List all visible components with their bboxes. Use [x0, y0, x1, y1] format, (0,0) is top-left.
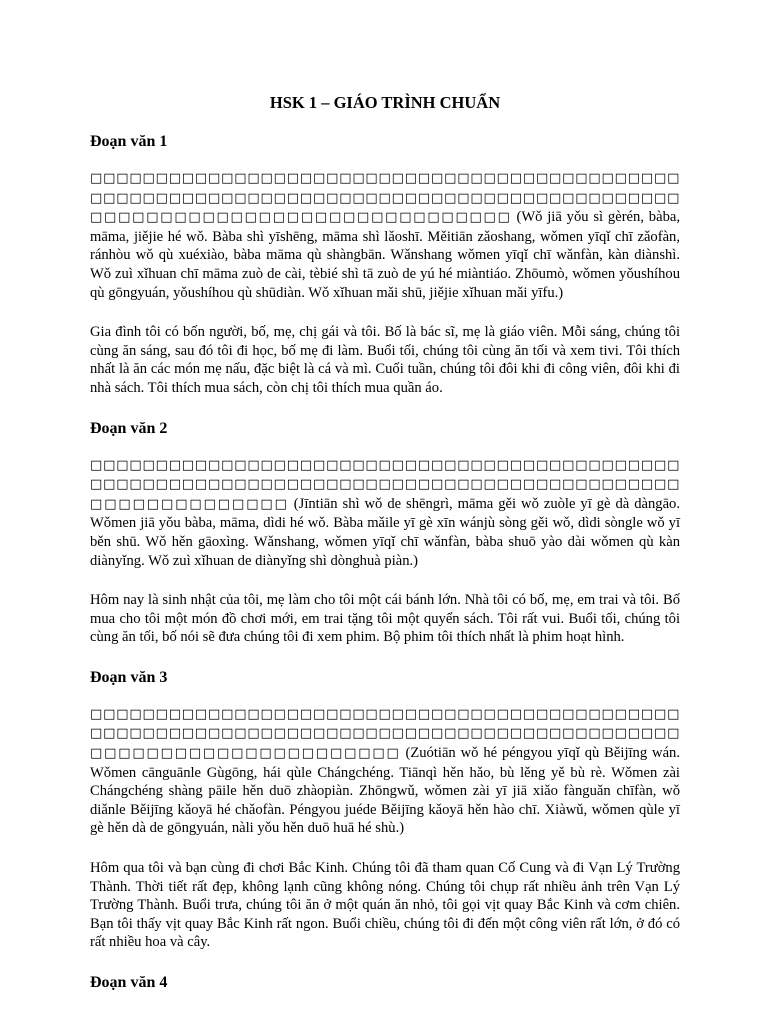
section-1-pinyin: (Wǒ jiā yǒu sì gèrén, bàba, māma, jiějie hé wǒ. Bàba shì yīshēng, māma shì lǎoshī. Měitiān zǎoshang, wǒmen yīqǐ chī zǎofàn, ránhòu wǒ qù xuéxiào, bàba māma qù shàngbān. Wǎnshang wǒmen yīqǐ chī wǎnfàn, kàn diànshì. Wǒ zuì xǐhuan chī māma zuò de cài, tèbié shì tā zuò de yú hé miàntiáo. Zhōumò, wǒmen yǒushíhou qù gōngyuán, yǒushíhou qù shūdiàn. Wǒ xǐhuan mǎi shū, jiějie xǐhuan mǎi yīfu.) — [90, 209, 680, 301]
section-heading-3: Đoạn văn 3 — [90, 668, 168, 686]
section-1-vietnamese: Gia đình tôi có bốn người, bố, mẹ, chị gái và tôi. Bố là bác sĩ, mẹ là giáo viên. Mỗi sáng, chúng tôi cùng ăn sáng, sau đó tôi đi học, bố mẹ đi làm. Buổi tối, chúng tôi cùng ăn tối và xem tivi. Tôi thích nhất là ăn các món mẹ nấu, đặc biệt là cá và mì. Cuối tuần, chúng tôi đôi khi đi công viên, đôi khi đi nhà sách. Tôi thích mua sách, còn chị tôi thích mua quần áo. — [90, 324, 680, 396]
section-1-hanzi: □□□□□□□□□□□□□□□□□□□□□□□□□□□□□□□□□□□□□□□□□□□□□□□□□□□□□□□□□□□□□□□□□□□□□□□□□□□□□□□□□□□□□□□□□□□□□□□□□□□□□□□□□□□□□□□□□□□□□□□□ — [90, 171, 680, 226]
section-heading-1: Đoạn văn 1 — [90, 133, 168, 150]
section-heading-2: Đoạn văn 2 — [90, 419, 168, 437]
section-3-hanzi: □□□□□□□□□□□□□□□□□□□□□□□□□□□□□□□□□□□□□□□□□□□□□□□□□□□□□□□□□□□□□□□□□□□□□□□□□□□□□□□□□□□□□□□□□□□□□□□□□□□□□□□□□□□□□□□□ — [90, 706, 680, 762]
section-2-vietnamese: Hôm nay là sinh nhật của tôi, mẹ làm cho tôi một cái bánh lớn. Nhà tôi có bố, mẹ, em trai và tôi. Bố mua cho tôi một món đồ chơi mới, em trai tặng tôi một quyển sách. Tôi rất vui. Buổi tối, chúng tôi cùng ăn tối, bố nói sẽ đưa chúng tôi đi xem phim. Bộ phim tôi thích nhất là phim hoạt hình. — [90, 592, 680, 646]
section-3-chinese-paragraph — [90, 705, 680, 838]
document-body — [90, 92, 680, 1010]
document-title: HSK 1 – GIÁO TRÌNH CHUẨN — [269, 93, 501, 112]
section-3-pinyin: (Zuótiān wǒ hé péngyou yīqǐ qù Běijīng wán. Wǒmen cānguānle Gùgōng, hái qùle Chángchéng. Tiānqì hěn hǎo, bù lěng yě bù rè. Wǒmen zài Chángchéng shàng pāile hěn duō zhàopiàn. Zhōngwǔ, wǒmen zài yī jiā xiǎo fànguǎn chīfàn, wǒ diǎnle Běijīng kǎoyā hé chǎofàn. Péngyou juéde Běijīng kǎoyā hěn hào chī. Xiàwǔ, wǒmen qùle yī gè hěn dà de gōngyuán, nàli yǒu hěn duō huā hé shù.) — [90, 745, 680, 837]
section-heading-4: Đoạn văn 4 — [90, 974, 168, 991]
section-1-chinese-paragraph — [90, 169, 680, 302]
section-2-pinyin: (Jīntiān shì wǒ de shēngrì, māma gěi wǒ zuòle yī gè dà dàngāo. Wǒmen jiā yǒu bàba, māma, dìdi hé wǒ. Bàba mǎile yī gè xīn wánjù sòng gěi wǒ, dìdi sòngle wǒ yī běn shū. Wǒ hěn gāoxìng. Wǎnshang, wǒmen yīqǐ chī wǎnfàn, bàba shuō yào dài wǒmen qù kàn diànyǐng. Wǒ zuì xǐhuan de diànyǐng shì dònghuà piàn.) — [90, 495, 681, 569]
section-2-hanzi: □□□□□□□□□□□□□□□□□□□□□□□□□□□□□□□□□□□□□□□□□□□□□□□□□□□□□□□□□□□□□□□□□□□□□□□□□□□□□□□□□□□□□□□□□□□□□□□□□□□□□□□□ — [90, 457, 680, 512]
section-2-chinese-paragraph — [90, 456, 680, 571]
section-3-vietnamese: Hôm qua tôi và bạn cùng đi chơi Bắc Kinh. Chúng tôi đã tham quan Cố Cung và đi Vạn Lý Trường Thành. Thời tiết rất đẹp, không lạnh cũng không nóng. Chúng tôi chụp rất nhiều ảnh trên Vạn Lý Trường Thành. Buổi trưa, chúng tôi ăn ở một quán ăn nhỏ, tôi gọi vịt quay Bắc Kinh và cơm chiên. Bạn tôi thấy vịt quay Bắc Kinh rất ngon. Buổi chiều, chúng tôi đi đến một công viên rất lớn, ở đó có rất nhiều hoa và cây. — [90, 860, 680, 951]
